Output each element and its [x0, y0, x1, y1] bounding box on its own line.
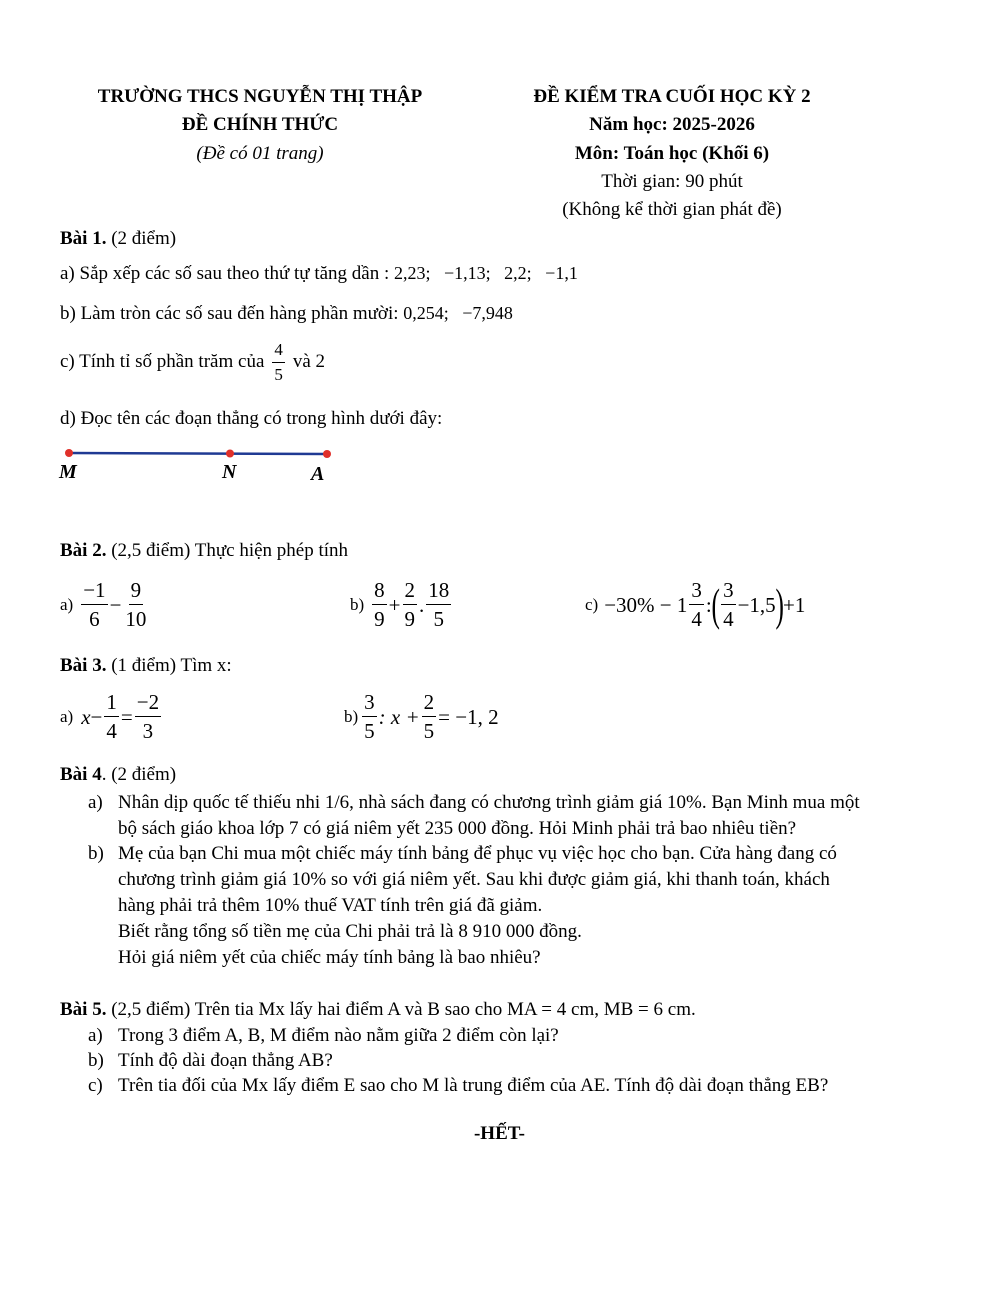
equals-sign: = — [120, 704, 133, 729]
point-m — [65, 449, 73, 457]
denominator: 4 — [723, 607, 734, 632]
school-name: TRƯỜNG THCS NGUYỄN THỊ THẬP — [97, 86, 423, 107]
official-label: ĐỀ CHÍNH THỨC — [181, 114, 339, 135]
bai5-desc: (2,5 điểm) Trên tia Mx lấy hai điểm A và B sao cho MA = 4 cm, MB = 6 cm. — [111, 999, 696, 1020]
bai4-a-label: a) — [88, 792, 103, 813]
variable-x: x — [81, 704, 91, 729]
bai1-c-tail: và 2 — [292, 351, 326, 373]
bai2-b-label: b) — [350, 594, 365, 614]
label-m: M — [59, 461, 77, 483]
point-n — [226, 450, 234, 458]
fraction — [689, 578, 704, 631]
bai1-d-text: d) Đọc tên các đoạn thẳng có trong hình dưới đây: — [60, 408, 443, 429]
exam-title: ĐỀ KIỂM TRA CUỐI HỌC KỲ 2 — [533, 86, 811, 107]
numerator: 3 — [721, 578, 736, 605]
numerator: 2 — [403, 578, 418, 605]
fraction — [135, 690, 161, 743]
numerator: 9 — [129, 578, 144, 605]
denominator: 3 — [142, 719, 154, 744]
label-n: N — [222, 461, 237, 483]
bai1-c — [60, 340, 325, 384]
operator: + — [388, 592, 401, 617]
operator: − — [109, 592, 122, 617]
numerator: 4 — [272, 340, 285, 363]
bai5-title: Bài 5. — [60, 999, 107, 1020]
denominator: 10 — [125, 607, 147, 632]
expression-part: = −1, 2 — [438, 704, 499, 729]
bai3-title: Bài 3. — [60, 655, 107, 676]
denominator: 9 — [374, 607, 385, 632]
numerator: 8 — [372, 578, 387, 605]
expression-part: −30% − 1 — [604, 592, 688, 617]
bai1-b-text: b) Làm tròn các số sau đến hàng phần mười: — [60, 303, 399, 324]
bai3-desc: (1 điểm) Tìm x: — [111, 655, 232, 676]
bai1-title: Bài 1. — [60, 228, 107, 249]
bai1-heading — [60, 228, 176, 250]
fraction — [372, 578, 387, 631]
bai4-heading — [60, 764, 176, 786]
bai5-a-text: Trong 3 điểm A, B, M điểm nào nằm giữa 2 điểm còn lại? — [118, 1025, 559, 1046]
left-paren: ( — [711, 578, 720, 630]
bai5-b-text: Tính độ dài đoạn thẳng AB? — [118, 1050, 333, 1071]
fraction — [123, 578, 148, 631]
bai4-b-line-5: Hỏi giá niêm yết của chiếc máy tính bảng là bao nhiêu? — [118, 947, 541, 968]
bai4-b-label: b) — [88, 843, 104, 864]
fraction — [362, 690, 377, 743]
numerator: 18 — [426, 578, 451, 605]
numerator: −1 — [81, 578, 107, 605]
fraction — [422, 690, 437, 743]
bai1-a — [60, 263, 578, 285]
fraction — [721, 578, 736, 631]
bai5-a-label: a) — [88, 1025, 103, 1046]
school-year: Năm học: 2025-2026 — [589, 114, 755, 135]
bai5-c-label: c) — [88, 1075, 103, 1096]
denominator: 5 — [423, 719, 435, 744]
denominator: 6 — [89, 607, 100, 632]
fraction — [104, 690, 119, 743]
subject: Môn: Toán học (Khối 6) — [574, 143, 770, 164]
end-marker: -HẾT- — [473, 1123, 526, 1144]
operator: : — [705, 592, 712, 617]
denominator: 5 — [364, 719, 375, 744]
segment-line — [69, 453, 327, 454]
segment-figure — [55, 445, 345, 487]
bai2-a — [60, 578, 150, 631]
bai3-b-label: b) — [344, 706, 359, 726]
bai1-b-numbers: 0,254; −7,948 — [403, 303, 513, 323]
bai2-desc: (2,5 điểm) Thực hiện phép tính — [111, 540, 349, 561]
expression-part: : x + — [378, 704, 420, 729]
expression-part: +1 — [783, 592, 806, 617]
denominator: 9 — [404, 607, 416, 632]
bai2-c-label: c) — [585, 594, 599, 614]
operator: − — [90, 704, 103, 729]
bai1-c-text: c) Tính tỉ số phần trăm của — [60, 351, 265, 373]
duration: Thời gian: 90 phút — [601, 171, 743, 192]
fraction — [403, 578, 418, 631]
denominator: 5 — [274, 364, 283, 384]
bai5-b-label: b) — [88, 1050, 104, 1071]
bai3-a-label: a) — [60, 706, 74, 726]
duration-note: (Không kể thời gian phát đề) — [562, 199, 782, 220]
bai4-b-line-3: hàng phải trả thêm 10% thuế VAT tính trên giá đã giảm. — [118, 895, 543, 916]
bai1-a-text: a) Sắp xếp các số sau theo thứ tự tăng dần : — [60, 263, 390, 284]
bai4-desc: . (2 điểm) — [101, 764, 177, 785]
bai1-points: (2 điểm) — [111, 228, 177, 249]
label-a: A — [311, 463, 325, 485]
bai2-b — [350, 578, 453, 631]
bai4-b-line-1: Mẹ của bạn Chi mua một chiếc máy tính bảng để phục vụ việc học cho bạn. Cửa hàng đang có — [118, 843, 837, 864]
expression-part: −1,5 — [737, 592, 776, 617]
point-a — [323, 450, 331, 458]
operator: . — [419, 592, 425, 617]
bai2-title: Bài 2. — [60, 540, 107, 561]
bai5-heading — [60, 999, 696, 1021]
bai4-b-line-4: Biết rằng tổng số tiền mẹ của Chi phải trả là 8 910 000 đồng. — [118, 921, 582, 942]
bai1-a-numbers: 2,23; −1,13; 2,2; −1,1 — [394, 263, 578, 283]
bai3-heading — [60, 655, 232, 677]
fraction — [272, 340, 285, 384]
bai4-a-line-1: Nhân dịp quốc tế thiếu nhi 1/6, nhà sách đang có chương trình giảm giá 10%. Bạn Minh mua một — [118, 792, 860, 813]
fraction — [81, 578, 107, 631]
bai4-a-line-2: bộ sách giáo khoa lớp 7 có giá niêm yết 235 000 đồng. Hỏi Minh phải trả bao nhiêu tiền? — [118, 818, 797, 839]
bai5-c-text: Trên tia đối của Mx lấy điểm E sao cho M là trung điểm của AE. Tính độ dài đoạn thẳng EB? — [118, 1075, 829, 1096]
bai2-c — [585, 578, 805, 631]
bai4-b-line-2: chương trình giảm giá 10% so với giá niêm yết. Sau khi được giảm giá, khi thanh toán, khách — [118, 869, 830, 890]
bai1-b — [60, 303, 513, 325]
numerator: −2 — [135, 690, 161, 717]
bai3-a — [60, 690, 163, 743]
denominator: 5 — [433, 607, 445, 632]
fraction — [426, 578, 451, 631]
bai4-title: Bài 4 — [60, 764, 102, 785]
right-paren: ) — [775, 578, 784, 630]
bai2-heading — [60, 540, 348, 562]
numerator: 2 — [422, 690, 437, 717]
numerator: 1 — [104, 690, 119, 717]
bai2-a-label: a) — [60, 594, 74, 614]
denominator: 4 — [691, 607, 702, 632]
bai3-b — [344, 690, 499, 743]
denominator: 4 — [106, 719, 117, 744]
numerator: 3 — [362, 690, 377, 717]
numerator: 3 — [689, 578, 704, 605]
page-count: (Đề có 01 trang) — [196, 143, 324, 164]
